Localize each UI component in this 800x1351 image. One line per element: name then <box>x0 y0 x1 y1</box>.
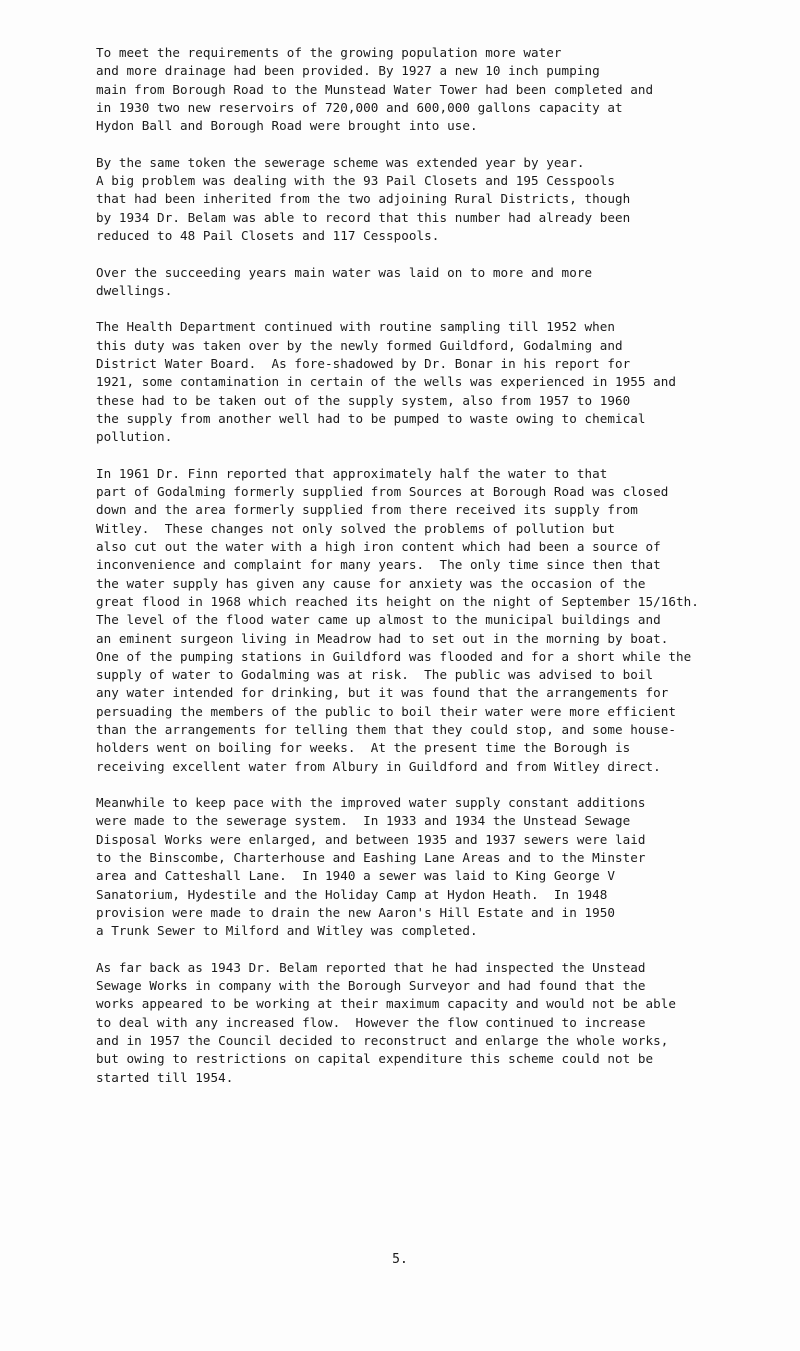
text-line: Disposal Works were enlarged, and between 1935 and 1937 sewers were laid <box>96 831 646 847</box>
text-line: but owing to restrictions on capital expenditure this scheme could not be <box>96 1051 654 1067</box>
text-line: part of Godalming formerly supplied from Sources at Borough Road was closed <box>96 484 669 500</box>
text-line: persuading the members of the public to boil their water were more efficient <box>96 703 677 719</box>
text-line: in 1930 two new reservoirs of 720,000 and 600,000 gallons capacity at <box>96 99 623 115</box>
body-text <box>96 44 776 1105</box>
text-line: the supply from another well had to be pumped to waste owing to chemical <box>96 410 646 426</box>
paragraph <box>96 318 776 446</box>
text-line: an eminent surgeon living in Meadrow had to set out in the morning by boat. <box>96 630 669 646</box>
text-line: dwellings. <box>96 282 173 298</box>
text-line: In 1961 Dr. Finn reported that approximately half the water to that <box>96 465 608 481</box>
text-line: The Health Department continued with routine sampling till 1952 when <box>96 319 615 335</box>
text-line: by 1934 Dr. Belam was able to record that this number had already been <box>96 209 631 225</box>
text-line: to the Binscombe, Charterhouse and Eashing Lane Areas and to the Minster <box>96 850 646 866</box>
paragraph <box>96 44 776 135</box>
text-line: Over the succeeding years main water was laid on to more and more <box>96 264 593 280</box>
text-line: the water supply has given any cause for anxiety was the occasion of the <box>96 575 646 591</box>
text-line: receiving excellent water from Albury in Guildford and from Witley direct. <box>96 758 661 774</box>
text-line: To meet the requirements of the growing population more water <box>96 45 562 60</box>
text-line: main from Borough Road to the Munstead Water Tower had been completed and <box>96 81 654 97</box>
text-line: A big problem was dealing with the 93 Pail Closets and 195 Cesspools <box>96 173 615 189</box>
paragraph <box>96 264 776 301</box>
text-line: As far back as 1943 Dr. Belam reported that he had inspected the Unstead <box>96 959 646 975</box>
text-line: these had to be taken out of the supply system, also from 1957 to 1960 <box>96 392 631 408</box>
text-line: that had been inherited from the two adjoining Rural Districts, though <box>96 191 631 207</box>
text-line: holders went on boiling for weeks. At the present time the Borough is <box>96 740 631 756</box>
text-line: also cut out the water with a high iron content which had been a source of <box>96 539 661 555</box>
text-line: The level of the flood water came up almost to the municipal buildings and <box>96 612 661 628</box>
text-line: Sanatorium, Hydestile and the Holiday Camp at Hydon Heath. In 1948 <box>96 886 608 902</box>
text-line: this duty was taken over by the newly formed Guildford, Godalming and <box>96 337 623 353</box>
paragraph <box>96 154 776 245</box>
text-line: pollution. <box>96 429 173 445</box>
text-line: a Trunk Sewer to Milford and Witley was completed. <box>96 923 478 939</box>
text-line: One of the pumping stations in Guildford was flooded and for a short while the <box>96 648 692 664</box>
text-line: 1921, some contamination in certain of the wells was experienced in 1955 and <box>96 374 677 390</box>
text-line: started till 1954. <box>96 1069 234 1085</box>
text-line: provision were made to drain the new Aaron's Hill Estate and in 1950 <box>96 904 615 920</box>
text-line: and more drainage had been provided. By 1927 a new 10 inch pumping <box>96 63 600 79</box>
text-line: were made to the sewerage system. In 1933 and 1934 the Unstead Sewage <box>96 813 631 829</box>
text-line: great flood in 1968 which reached its height on the night of September 15/16th. <box>96 593 699 609</box>
text-line: and in 1957 the Council decided to reconstruct and enlarge the whole works, <box>96 1033 669 1049</box>
text-line: reduced to 48 Pail Closets and 117 Cesspools. <box>96 227 440 243</box>
text-line: down and the area formerly supplied from there received its supply from <box>96 502 638 518</box>
page-number: 5. <box>392 1252 408 1267</box>
paragraph <box>96 794 776 940</box>
paragraph <box>96 465 776 776</box>
text-line: works appeared to be working at their maximum capacity and would not be able <box>96 996 677 1012</box>
text-line: Sewage Works in company with the Borough Surveyor and had found that the <box>96 978 646 994</box>
text-line: By the same token the sewerage scheme was extended year by year. <box>96 154 585 170</box>
text-line: supply of water to Godalming was at risk. The public was advised to boil <box>96 667 654 683</box>
text-line: Witley. These changes not only solved the problems of pollution but <box>96 520 615 536</box>
text-line: Meanwhile to keep pace with the improved water supply constant additions <box>96 795 646 811</box>
text-line: than the arrangements for telling them that they could stop, and some house- <box>96 721 677 737</box>
text-line: Hydon Ball and Borough Road were brought into use. <box>96 118 478 134</box>
paragraph <box>96 959 776 1087</box>
text-line: District Water Board. As fore-shadowed by Dr. Bonar in his report for <box>96 356 631 372</box>
text-line: to deal with any increased flow. However the flow continued to increase <box>96 1014 646 1030</box>
text-line: inconvenience and complaint for many years. The only time since then that <box>96 557 661 573</box>
text-line: any water intended for drinking, but it was found that the arrangements for <box>96 685 669 701</box>
text-line: area and Catteshall Lane. In 1940 a sewer was laid to King George V <box>96 868 615 884</box>
